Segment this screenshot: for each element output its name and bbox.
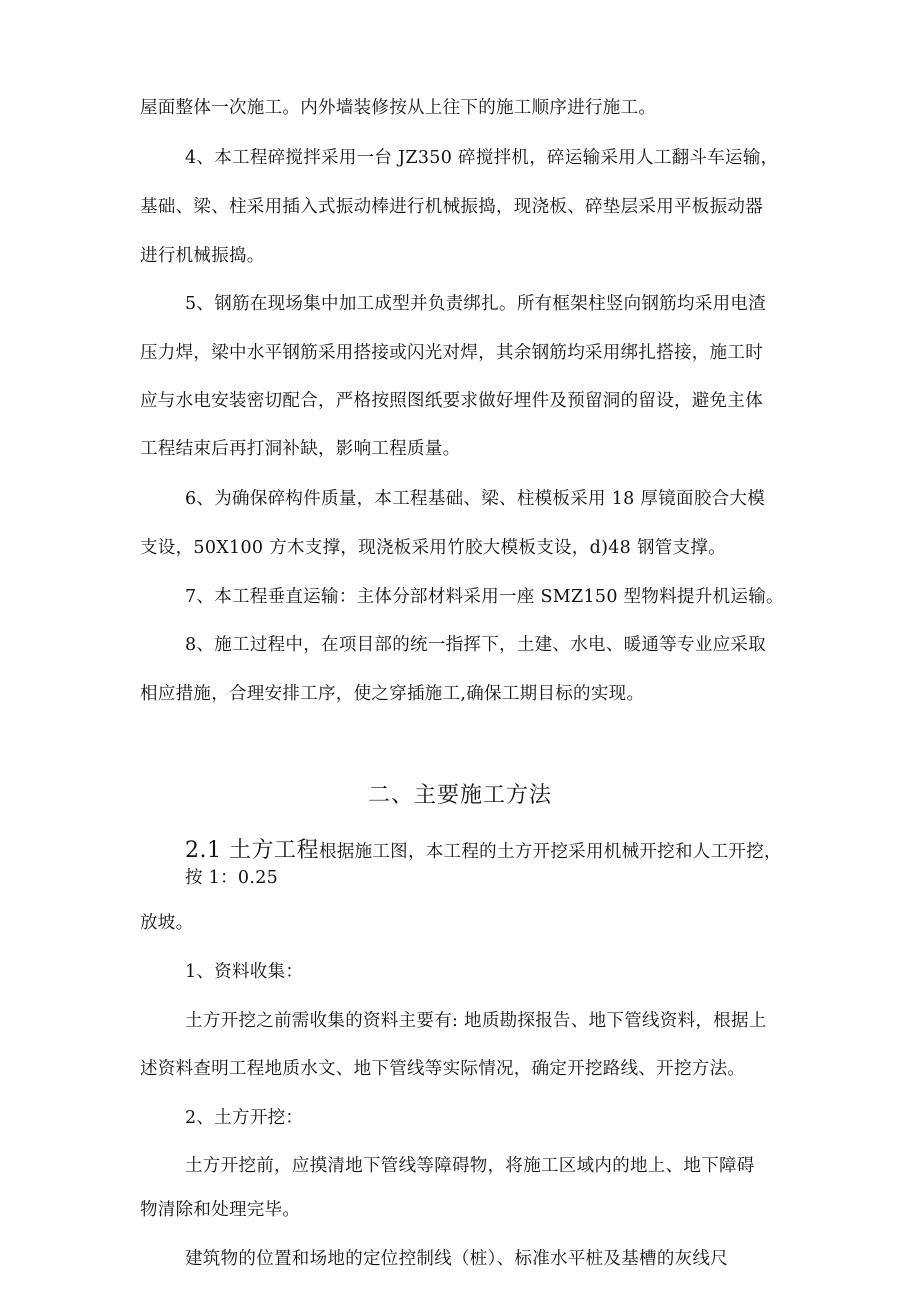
item-4-line-3: 进行机械振捣。 — [140, 246, 265, 266]
item-5-line-4: 工程结束后再打洞补缺，影响工程质量。 — [140, 439, 461, 459]
continuation-line-1: 屋面整体一次施工。内外墙装修按从上往下的施工顺序进行施工。 — [140, 98, 657, 118]
item-4-line-2: 基础、梁、柱采用插入式振动棒进行机械振捣，现浇板、碎垫层采用平板振动器 — [140, 197, 763, 217]
step-2-line-1: 土方开挖前，应摸清地下管线等障碍物，将施工区域内的地上、地下障碍 — [185, 1156, 755, 1176]
section-2-title: 二、主要施工方法 — [368, 783, 553, 808]
step-1-line-2: 述资料查明工程地质水文、地下管线等实际情况，确定开挖路线、开挖方法。 — [140, 1059, 746, 1079]
step-1-title: 1、资料收集： — [185, 962, 304, 982]
step-2-line-2: 物清除和处理完毕。 — [140, 1200, 301, 1220]
subsection-2-1-heading: 2.1 土方工程 — [185, 838, 319, 863]
item-5-line-1: 5、钢筋在现场集中加工成型并负责绑扎。所有框架柱竖向钢筋均采用电渣 — [185, 294, 767, 314]
item-6-line-2: 支设，50X100 方木支撑，现浇板采用竹胶大模板支设，d)48 钢管支撑。 — [140, 538, 726, 558]
item-6-line-1: 6、为确保碎构件质量，本工程基础、梁、柱模板采用 18 厚镜面胶合大模 — [185, 489, 766, 509]
step-2-line-3: 建筑物的位置和场地的定位控制线（桩）、标准水平桩及基槽的灰线尺 — [185, 1249, 729, 1269]
item-7-line-1: 7、本工程垂直运输：主体分部材料采用一座 SMZ150 型物料提升机运输。 — [185, 587, 784, 607]
item-8-line-2: 相应措施，合理安排工序，使之穿插施工,确保工期目标的实现。 — [140, 684, 645, 704]
step-2-title: 2、土方开挖： — [185, 1108, 304, 1128]
item-5-line-2: 压力焊，梁中水平钢筋采用搭接或闪光对焊，其余钢筋均采用绑扎搭接，施工时 — [140, 343, 763, 363]
subsection-2-1-line-1 — [185, 836, 782, 867]
subsection-2-1-line-2: 按 1：0.25 — [185, 868, 279, 888]
subsection-2-1-text-1: 根据施工图，本工程的土方开挖采用机械开挖和人工开挖， — [318, 842, 782, 862]
item-8-line-1: 8、施工过程中，在项目部的统一指挥下，土建、水电、暖通等专业应采取 — [185, 635, 767, 655]
step-1-line-1: 土方开挖之前需收集的资料主要有: 地质勘探报告、地下管线资料，根据上 — [185, 1011, 767, 1031]
subsection-2-1-line-3: 放坡。 — [140, 913, 194, 933]
item-4-line-1: 4、本工程碎搅拌采用一台 JZ350 碎搅拌机，碎运输采用人工翻斗车运输， — [185, 148, 779, 168]
item-5-line-3: 应与水电安装密切配合，严格按照图纸要求做好埋件及预留洞的留设，避免主体 — [140, 391, 763, 411]
